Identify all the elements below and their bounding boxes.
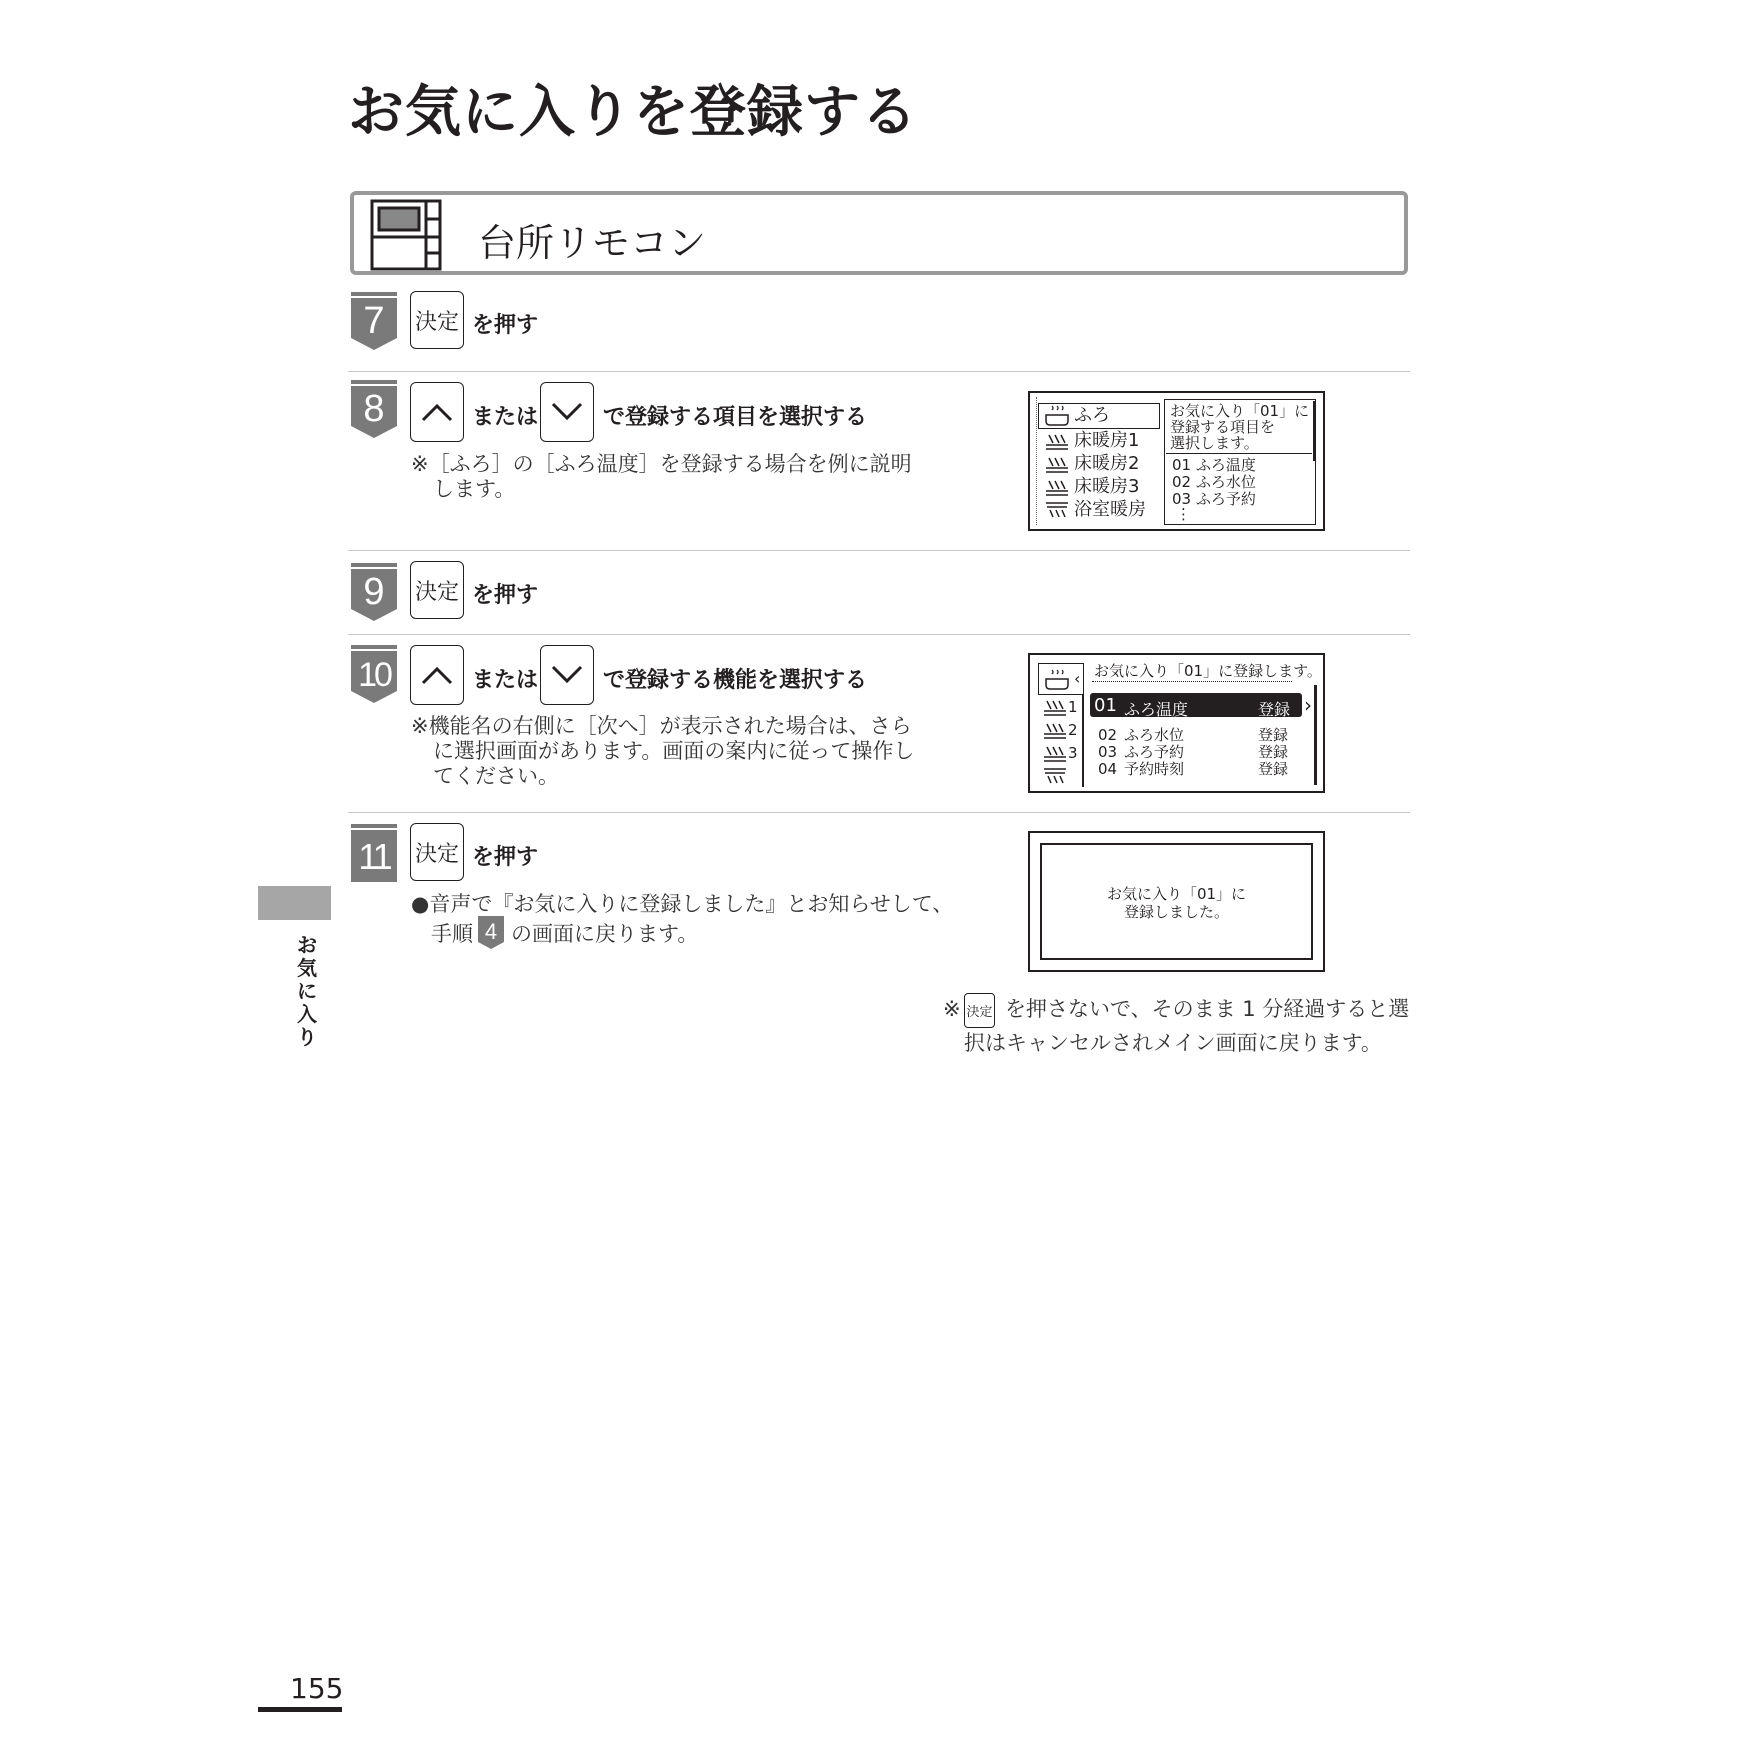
step-8-note: します。 <box>433 477 516 501</box>
menu-item: 床暖房3 <box>1074 476 1140 497</box>
list-item: 02 ふろ水位 <box>1172 473 1256 491</box>
divider <box>1092 681 1292 683</box>
bath-icon <box>1044 667 1070 691</box>
kettei-key[interactable]: 決定 <box>410 561 464 619</box>
menu-item: ふろ <box>1074 405 1110 426</box>
step-10-note: てください。 <box>433 764 559 788</box>
bath-icon <box>1044 403 1070 427</box>
step-8-text: で登録する項目を選択する <box>603 405 868 430</box>
row-name: ふろ予約 <box>1124 743 1185 761</box>
step-8-note: ※［ふろ］の［ふろ温度］を登録する場合を例に説明 <box>411 452 912 476</box>
step-badge-9 <box>351 563 397 621</box>
row-num: 03 <box>1098 743 1118 761</box>
row-name: ふろ温度 <box>1124 700 1189 719</box>
scrollbar <box>1314 685 1317 785</box>
divider <box>348 634 1410 635</box>
row-action: 登録 <box>1258 743 1289 761</box>
step-ref-badge-4 <box>478 916 504 949</box>
side-tab <box>258 886 331 920</box>
kettei-key[interactable]: 決定 <box>410 823 464 881</box>
up-key[interactable] <box>410 645 464 705</box>
floor-heating-icon <box>1042 720 1068 740</box>
screen-header: お気に入り「01」に登録します。 <box>1094 662 1322 680</box>
step-10-note: に選択画面があります。画面の案内に従って操作し <box>433 739 915 763</box>
kettei-key[interactable]: 決定 <box>410 291 464 349</box>
step-badge-8 <box>351 380 397 438</box>
step-7-text: を押す <box>472 313 539 338</box>
list-item: 03 ふろ予約 <box>1172 490 1256 508</box>
remote-screen-2 <box>1028 653 1325 793</box>
footnote-text: を押さないで、そのまま 1 分経過すると選 <box>1005 997 1410 1021</box>
footnote-mark: ※ <box>943 997 961 1021</box>
step-11-bullet: 手順 <box>431 922 473 946</box>
menu-item: 床暖房2 <box>1074 453 1140 474</box>
step-badge-10 <box>351 645 397 703</box>
svg-text:4: 4 <box>484 919 498 944</box>
svg-text:8: 8 <box>363 388 385 430</box>
kettei-key: 決定 <box>964 993 995 1028</box>
svg-text:9: 9 <box>363 571 385 613</box>
floor-heating-icon <box>1044 431 1070 451</box>
row-num: 04 <box>1098 760 1118 778</box>
page-number-underline <box>258 1707 342 1712</box>
up-arrow-icon <box>420 402 454 422</box>
list-item: ⋮ <box>1176 505 1191 523</box>
message-text: お気に入り「01」に <box>1106 885 1247 903</box>
list-item: 01 ふろ温度 <box>1172 456 1256 474</box>
info-text: お気に入り「01」に <box>1170 402 1310 420</box>
divider <box>1082 695 1084 787</box>
row-action: 登録 <box>1258 726 1289 744</box>
floor-heating-icon <box>1044 477 1070 497</box>
info-text: 選択します。 <box>1170 434 1259 452</box>
row-action: 登録 <box>1258 700 1291 719</box>
step-11-bullet: ●音声で『お気に入りに登録しました』とお知らせして、 <box>411 892 954 916</box>
remote-control-icon <box>370 199 442 271</box>
page-number: 155 <box>290 1672 344 1705</box>
side-num: 3 <box>1068 744 1078 762</box>
row-name: 予約時刻 <box>1124 760 1185 778</box>
side-num: 2 <box>1068 721 1078 739</box>
or-text: または <box>472 405 539 430</box>
step-10-text: で登録する機能を選択する <box>603 668 868 693</box>
side-tab-label: お気に入り <box>297 933 317 1049</box>
up-key[interactable] <box>410 382 464 442</box>
bathroom-heating-icon <box>1042 766 1068 786</box>
chevron-right-icon: › <box>1304 693 1312 717</box>
svg-text:10: 10 <box>358 656 390 694</box>
side-num: 1 <box>1068 698 1078 716</box>
divider <box>348 550 1410 551</box>
divider <box>1166 453 1312 454</box>
chevron-left-icon: ‹ <box>1074 669 1081 688</box>
step-10-note: ※機能名の右側に［次へ］が表示された場合は、さら <box>411 714 912 738</box>
step-11-bullet: の画面に戻ります。 <box>511 922 699 946</box>
row-name: ふろ水位 <box>1124 726 1185 744</box>
info-text: 登録する項目を <box>1170 418 1276 436</box>
down-arrow-icon <box>550 665 584 685</box>
step-badge-11 <box>351 824 397 882</box>
row-num: 02 <box>1098 726 1118 744</box>
row-action: 登録 <box>1258 760 1289 778</box>
message-text: 登録しました。 <box>1123 903 1229 921</box>
step-badge-7 <box>351 292 397 350</box>
svg-text:11: 11 <box>358 836 390 877</box>
menu-item: 床暖房1 <box>1074 430 1140 451</box>
remote-screen-3 <box>1028 831 1325 972</box>
page-title: お気に入りを登録する <box>348 80 918 145</box>
down-key[interactable] <box>540 382 594 442</box>
divider <box>348 812 1410 813</box>
floor-heating-icon <box>1042 697 1068 717</box>
section-header-label: 台所リモコン <box>478 221 707 265</box>
remote-screen-1 <box>1028 391 1325 531</box>
floor-heating-icon <box>1044 454 1070 474</box>
or-text: または <box>472 668 539 693</box>
down-key[interactable] <box>540 645 594 705</box>
scrollbar <box>1313 401 1316 461</box>
up-arrow-icon <box>420 665 454 685</box>
bathroom-heating-icon <box>1044 500 1070 520</box>
step-11-text: を押す <box>472 845 539 870</box>
step-9-text: を押す <box>472 583 539 608</box>
floor-heating-icon <box>1042 743 1068 763</box>
row-num: 01 <box>1094 695 1117 716</box>
menu-item: 浴室暖房 <box>1074 499 1146 520</box>
down-arrow-icon <box>550 402 584 422</box>
svg-text:7: 7 <box>363 300 385 342</box>
footnote-text: 択はキャンセルされメイン画面に戻ります。 <box>964 1031 1382 1055</box>
divider <box>348 371 1410 372</box>
